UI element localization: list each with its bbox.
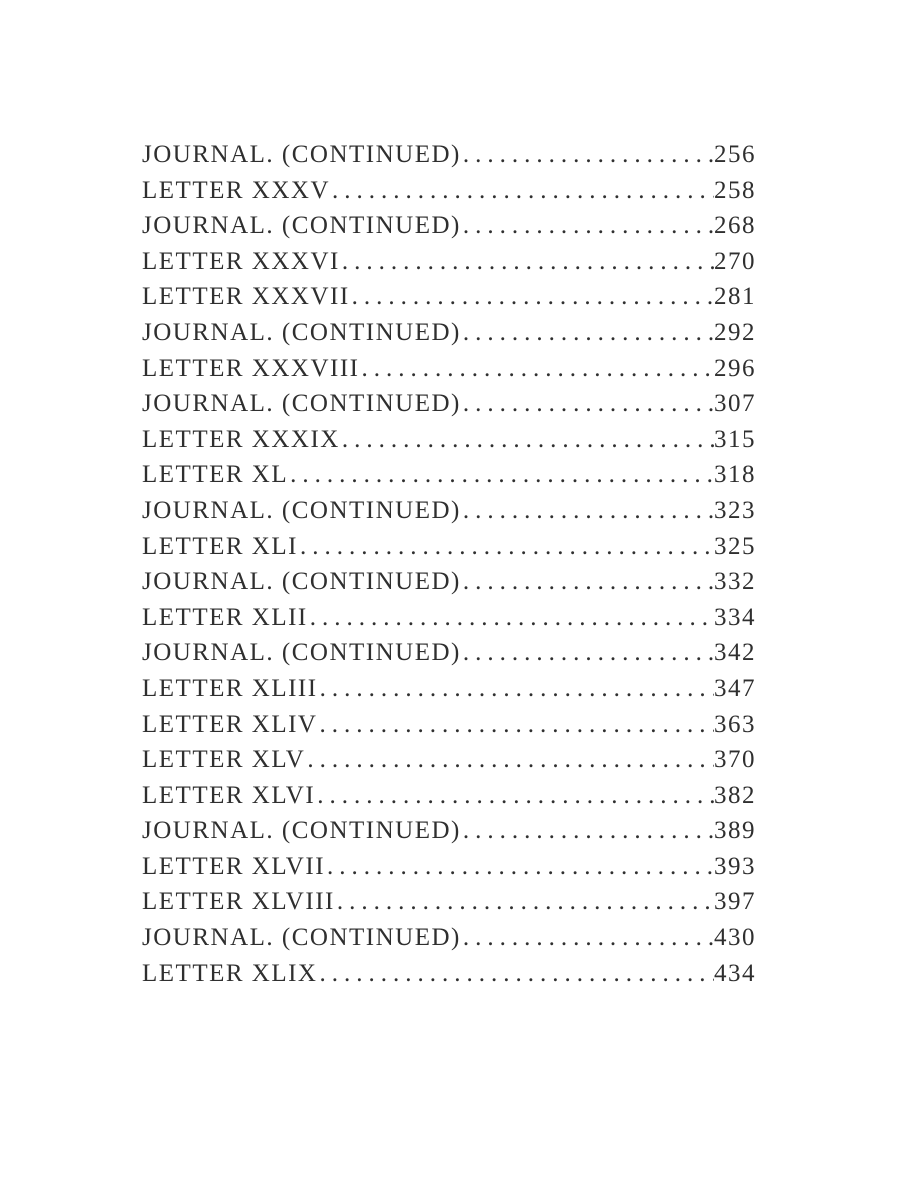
toc-entry [142,707,756,743]
dot-leader [342,244,714,280]
toc-entry-page: 281 [714,283,756,311]
toc-entry-label: JOURNAL. (CONTINUED) [142,639,461,667]
toc-entry [142,600,756,636]
toc-entry-label: JOURNAL. (CONTINUED) [142,318,461,346]
toc-entry-label: LETTER XLI [142,532,298,560]
dot-leader [332,173,714,209]
toc-entry-page: 292 [714,318,756,346]
toc-entry-page: 315 [714,425,756,453]
toc-entry-page: 268 [714,212,756,240]
toc-entry-label: LETTER XXXV [142,176,330,204]
toc-entry-page: 382 [714,781,756,809]
toc-entry [142,493,756,529]
toc-entry [142,635,756,671]
toc-entry-page: 393 [714,852,756,880]
dot-leader [327,849,714,885]
toc-entry [142,813,756,849]
toc-entry-label: LETTER XLII [142,603,308,631]
toc-entry-label: JOURNAL. (CONTINUED) [142,496,461,524]
toc-entry [142,137,756,173]
toc-entry-page: 342 [714,639,756,667]
toc-entry-page: 332 [714,568,756,596]
toc-entry [142,279,756,315]
toc-entry-label: JOURNAL. (CONTINUED) [142,924,461,952]
toc-entry [142,457,756,493]
dot-leader [463,137,714,173]
toc-entry-page: 256 [714,141,756,168]
dot-leader [310,600,714,636]
toc-entry-label: LETTER XLIX [142,959,318,987]
toc-entry-label: JOURNAL. (CONTINUED) [142,817,461,845]
dot-leader [352,279,714,315]
toc-entry-page: 363 [714,710,756,738]
toc-entry-label: LETTER XL [142,461,289,489]
toc-entry [142,173,756,209]
dot-leader [320,671,714,707]
dot-leader [463,493,714,529]
dot-leader [337,884,714,920]
toc-entry-label: LETTER XXXVIII [142,354,360,382]
dot-leader [463,813,714,849]
toc-entry-page: 270 [714,247,756,275]
toc-entry-label: LETTER XLV [142,746,306,774]
toc-entry-label: JOURNAL. (CONTINUED) [142,390,461,418]
dot-leader [463,635,714,671]
dot-leader [463,386,714,422]
toc-entry-label: LETTER XLIII [142,674,318,702]
toc-entry-label: LETTER XLVI [142,781,316,809]
toc-entry [142,778,756,814]
toc-entry [142,351,756,387]
toc-entry-page: 430 [714,924,756,952]
dot-leader [300,529,714,565]
toc-entry [142,244,756,280]
toc-entry-label: LETTER XLIV [142,710,318,738]
dot-leader [290,457,714,493]
dot-leader [317,778,714,814]
toc-entry-page: 370 [714,746,756,774]
toc-entry-page: 296 [714,354,756,382]
toc-entry [142,422,756,458]
dot-leader [463,315,714,351]
dot-leader [307,742,714,778]
toc-entry-label: LETTER XXXIX [142,425,340,453]
table-of-contents [142,137,756,991]
toc-entry-label: LETTER XLVII [142,852,326,880]
toc-entry [142,386,756,422]
toc-entry-label: LETTER XXXVII [142,283,350,311]
toc-entry-label: JOURNAL. (CONTINUED) [142,568,461,596]
toc-entry-page: 397 [714,888,756,916]
dot-leader [319,707,714,743]
toc-entry [142,529,756,565]
dot-leader [463,564,714,600]
toc-entry-page: 318 [714,461,756,489]
toc-entry-page: 325 [714,532,756,560]
toc-entry-label: JOURNAL. (CONTINUED) [142,141,461,168]
toc-entry-page: 258 [714,176,756,204]
toc-entry-page: 323 [714,496,756,524]
toc-entry [142,208,756,244]
toc-entry [142,920,756,956]
toc-entry [142,849,756,885]
toc-entry [142,742,756,778]
toc-entry [142,315,756,351]
toc-entry-page: 307 [714,390,756,418]
toc-entry [142,671,756,707]
toc-entry-label: JOURNAL. (CONTINUED) [142,212,461,240]
toc-entry-page: 434 [714,959,756,987]
toc-entry-label: LETTER XLVIII [142,888,335,916]
toc-entry-page: 334 [714,603,756,631]
toc-entry [142,956,756,992]
dot-leader [463,208,714,244]
toc-entry-page: 347 [714,674,756,702]
toc-entry-label: LETTER XXXVI [142,247,340,275]
dot-leader [319,956,714,992]
toc-entry [142,564,756,600]
toc-entry-page: 389 [714,817,756,845]
dot-leader [361,351,714,387]
dot-leader [342,422,714,458]
toc-entry [142,884,756,920]
dot-leader [463,920,714,956]
